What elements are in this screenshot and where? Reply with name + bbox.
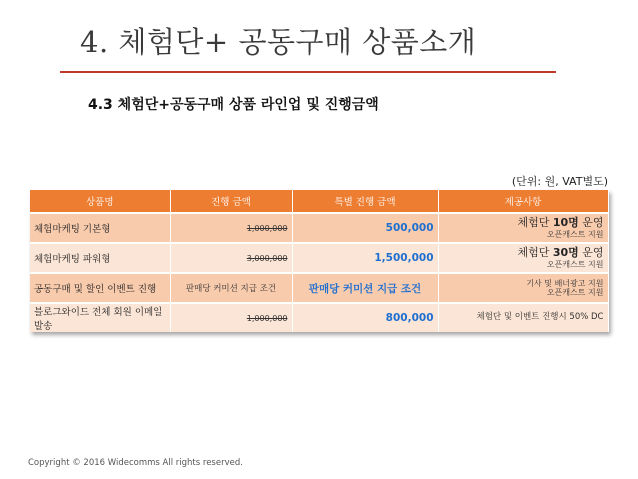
provision-main: 체험단 10명 운영 <box>517 216 604 230</box>
regular-price: 3,000,000 <box>170 243 292 273</box>
special-price: 판매당 커미션 지급 조건 <box>292 273 438 303</box>
slide-title: 4. 체험단+ 공동구매 상품소개 <box>80 25 477 59</box>
copyright-footer: Copyright © 2016 Widecomms All rights reserved. <box>28 458 243 468</box>
product-name: 체험마케팅 기본형 <box>30 213 170 243</box>
header-price: 진행 금액 <box>170 190 292 213</box>
table-row <box>30 303 608 332</box>
special-price: 500,000 <box>292 213 438 243</box>
header-special-price: 특별 진행 금액 <box>292 190 438 213</box>
product-name: 블로그와이드 전체 회원 이메일 발송 <box>30 303 170 332</box>
unit-note: (단위: 원, VAT별도) <box>511 175 608 188</box>
provision-line: 기사 및 배너광고 지원 <box>526 278 604 288</box>
provision-sub: 오픈캐스트 지원 <box>546 259 604 269</box>
special-price: 1,500,000 <box>292 243 438 273</box>
provision-main: 체험단 30명 운영 <box>517 246 604 260</box>
product-name: 공동구매 및 할인 이벤트 진행 <box>30 273 170 303</box>
product-lineup-table <box>30 190 609 332</box>
provision-sub: 오픈캐스트 지원 <box>546 229 604 239</box>
table-row <box>30 273 608 303</box>
regular-price: 1,000,000 <box>170 213 292 243</box>
section-subtitle: 4.3 체험단+공동구매 상품 라인업 및 진행금액 <box>88 97 379 113</box>
provisions <box>438 213 608 243</box>
table-header-row <box>30 190 608 213</box>
header-product-name: 상품명 <box>30 190 170 213</box>
title-divider <box>60 71 556 73</box>
table-row <box>30 213 608 243</box>
provisions <box>438 243 608 273</box>
regular-price: 판매당 커미션 지급 조건 <box>170 273 292 303</box>
special-price: 800,000 <box>292 303 438 332</box>
product-name: 체험마케팅 파워형 <box>30 243 170 273</box>
provision-line: 오픈캐스트 지원 <box>546 288 604 297</box>
header-provisions: 제공사항 <box>438 190 608 213</box>
table-row <box>30 243 608 273</box>
regular-price: 1,000,000 <box>170 303 292 332</box>
provisions: 체험단 및 이벤트 진행시 50% DC <box>438 303 608 332</box>
provisions <box>438 273 608 303</box>
